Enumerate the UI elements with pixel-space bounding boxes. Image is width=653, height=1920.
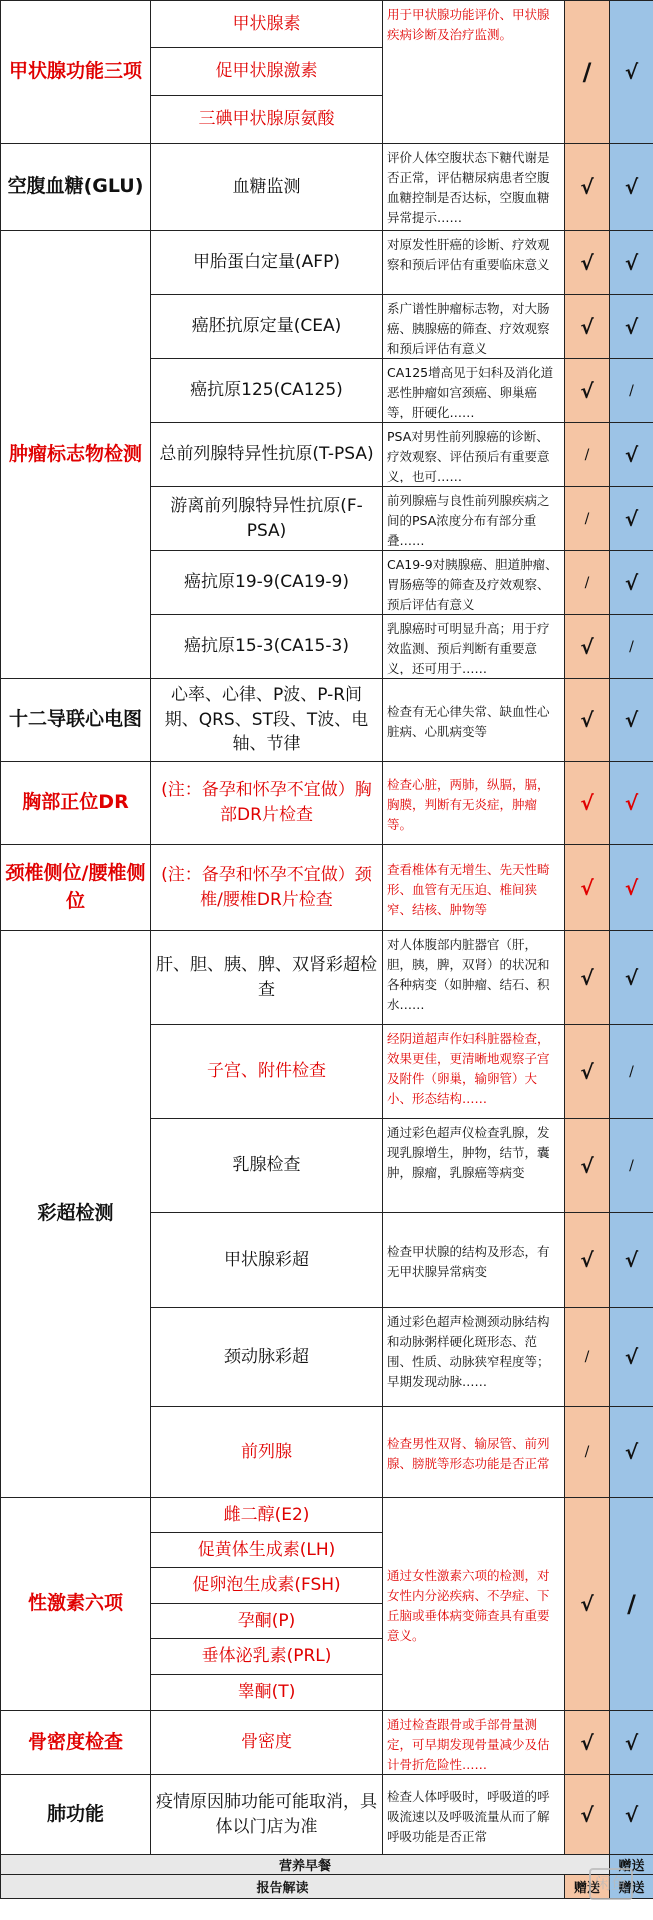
item-cea: 癌胚抗原定量(CEA) (151, 295, 383, 359)
mark-glu-b: √ (610, 144, 653, 231)
item-breast-us: 乳腺检查 (151, 1119, 383, 1213)
mark-thyroid-us-a: √ (565, 1213, 610, 1308)
mark-fpsa-a: / (565, 487, 610, 551)
item-t: 睾酮(T) (151, 1675, 383, 1711)
mark-afp-a: √ (565, 231, 610, 295)
item-e2: 雌二醇(E2) (151, 1498, 383, 1533)
mark-carotid-b: √ (610, 1308, 653, 1407)
desc-cea: 系广谱性肿瘤标志物，对大肠癌、胰腺癌的筛查、疗效观察和预后评估有意义 (383, 295, 565, 359)
footer-breakfast-gift: 赠送 (610, 1855, 653, 1875)
desc-afp: 对原发性肝癌的诊断、疗效观察和预后评估有重要临床意义 (383, 231, 565, 295)
mark-cea-b: √ (610, 295, 653, 359)
mark-abdominal-a: √ (565, 931, 610, 1025)
item-fsh: 促卵泡生成素(FSH) (151, 1568, 383, 1604)
mark-spine-a: √ (565, 845, 610, 931)
desc-abdominal-us: 对人体腹部内脏器官（肝，胆，胰，脾，双肾）的状况和各种病变（如肿瘤、结石、积水…… (383, 931, 565, 1025)
mark-glu-a: √ (565, 144, 610, 231)
desc-ca125: CA125增高见于妇科及消化道恶性肿瘤如宫颈癌、卵巢癌等，肝硬化…… (383, 359, 565, 423)
item-prostate-us: 前列腺 (151, 1407, 383, 1498)
mark-ca199-b: √ (610, 551, 653, 615)
desc-ca153: 乳腺癌时可明显升高；用于疗效监测、预后判断有重要意义，还可用于…… (383, 615, 565, 679)
item-abdominal-us: 肝、胆、胰、脾、双肾彩超检查 (151, 931, 383, 1025)
desc-breast-us: 通过彩色超声仪检查乳腺，发现乳腺增生，肿物，结节，囊肿，腺瘤，乳腺癌等病变 (383, 1119, 565, 1213)
mark-tpsa-a: / (565, 423, 610, 487)
item-thyroxine: 甲状腺素 (151, 1, 383, 48)
watermark-logo: 闲鱼 (589, 1868, 633, 1900)
item-ca125: 癌抗原125(CA125) (151, 359, 383, 423)
mark-carotid-a: / (565, 1308, 610, 1407)
category-chest-dr: 胸部正位DR (1, 762, 151, 845)
mark-bone-b: √ (610, 1711, 653, 1775)
item-prl: 垂体泌乳素(PRL) (151, 1639, 383, 1675)
mark-chest-a: √ (565, 762, 610, 845)
mark-breast-a: √ (565, 1119, 610, 1213)
desc-chest-dr: 检查心脏，两肺，纵膈，膈，胸膜，判断有无炎症，肿瘤等。 (383, 762, 565, 845)
item-uterus-us: 子宫、附件检查 (151, 1025, 383, 1119)
mark-ecg-b: √ (610, 679, 653, 762)
mark-ca125-b: / (610, 359, 653, 423)
mark-prostate-a: / (565, 1407, 610, 1498)
category-ultrasound: 彩超检测 (1, 931, 151, 1498)
item-fpsa: 游离前列腺特异性抗原(F-PSA) (151, 487, 383, 551)
mark-uterus-b: / (610, 1025, 653, 1119)
footer-report-gift-b: 赠送 (610, 1875, 653, 1899)
mark-thyroid-b: √ (610, 1, 653, 144)
mark-fpsa-b: √ (610, 487, 653, 551)
category-glu: 空腹血糖(GLU) (1, 144, 151, 231)
category-hormone: 性激素六项 (1, 1498, 151, 1711)
item-bone: 骨密度 (151, 1711, 383, 1775)
mark-lung-a: √ (565, 1775, 610, 1855)
mark-ca125-a: √ (565, 359, 610, 423)
item-lung: 疫情原因肺功能可能取消，具体以门店为准 (151, 1775, 383, 1855)
item-ca199: 癌抗原19-9(CA19-9) (151, 551, 383, 615)
desc-thyroid-us: 检查甲状腺的结构及形态，有无甲状腺异常病变 (383, 1213, 565, 1308)
mark-afp-b: √ (610, 231, 653, 295)
category-lung: 肺功能 (1, 1775, 151, 1855)
mark-thyroid-us-b: √ (610, 1213, 653, 1308)
item-afp: 甲胎蛋白定量(AFP) (151, 231, 383, 295)
category-ecg: 十二导联心电图 (1, 679, 151, 762)
mark-ca153-b: / (610, 615, 653, 679)
mark-thyroid-a: / (565, 1, 610, 144)
footer-breakfast: 营养早餐 (1, 1855, 610, 1875)
item-t3: 三碘甲状腺原氨酸 (151, 96, 383, 144)
desc-hormone: 通过女性激素六项的检测，对女性内分泌疾病、不孕症、下丘脑或垂体病变筛查具有重要意义。 (383, 1498, 565, 1711)
item-tpsa: 总前列腺特异性抗原(T-PSA) (151, 423, 383, 487)
desc-uterus-us: 经阴道超声作妇科脏器检查，效果更佳，更清晰地观察子宫及附件（卵巢，输卵管）大小、形态结构…… (383, 1025, 565, 1119)
item-spine-dr: (注：备孕和怀孕不宜做）颈椎/腰椎DR片检查 (151, 845, 383, 931)
mark-abdominal-b: √ (610, 931, 653, 1025)
item-thyroid-us: 甲状腺彩超 (151, 1213, 383, 1308)
desc-ecg: 检查有无心律失常、缺血性心脏病、心肌病变等 (383, 679, 565, 762)
desc-lung: 检查人体呼吸时，呼吸道的呼吸流速以及呼吸流量从而了解呼吸功能是否正常 (383, 1775, 565, 1855)
item-ecg: 心率、心律、P波、P-R间期、QRS、ST段、T波、电轴、节律 (151, 679, 383, 762)
desc-bone: 通过检查跟骨或手部骨量测定，可早期发现骨量减少及估计骨折危险性…… (383, 1711, 565, 1775)
footer-report-gift-a: 赠送 (565, 1875, 610, 1899)
desc-thyroid: 用于甲状腺功能评价、甲状腺疾病诊断及治疗监测。 (383, 1, 565, 144)
mark-ca199-a: / (565, 551, 610, 615)
item-carotid-us: 颈动脉彩超 (151, 1308, 383, 1407)
mark-breast-b: / (610, 1119, 653, 1213)
category-spine-dr: 颈椎侧位/腰椎侧位 (1, 845, 151, 931)
mark-uterus-a: √ (565, 1025, 610, 1119)
mark-cea-a: √ (565, 295, 610, 359)
item-ca153: 癌抗原15-3(CA15-3) (151, 615, 383, 679)
mark-lung-b: √ (610, 1775, 653, 1855)
mark-ca153-a: √ (565, 615, 610, 679)
mark-tpsa-b: √ (610, 423, 653, 487)
desc-fpsa: 前列腺癌与良性前列腺疾病之间的PSA浓度分布有部分重叠…… (383, 487, 565, 551)
desc-prostate-us: 检查男性双肾、输尿管、前列腺、膀胱等形态功能是否正常 (383, 1407, 565, 1498)
category-bone: 骨密度检查 (1, 1711, 151, 1775)
item-lh: 促黄体生成素(LH) (151, 1533, 383, 1568)
desc-carotid-us: 通过彩色超声检测颈动脉结构和动脉粥样硬化斑形态、范围、性质、动脉狭窄程度等；早期发现动脉…… (383, 1308, 565, 1407)
mark-ecg-a: √ (565, 679, 610, 762)
mark-prostate-b: √ (610, 1407, 653, 1498)
mark-hormone-a: √ (565, 1498, 610, 1711)
category-tumor: 肿瘤标志物检测 (1, 231, 151, 679)
item-p: 孕酮(P) (151, 1604, 383, 1639)
item-chest-dr: (注：备孕和怀孕不宜做）胸部DR片检查 (151, 762, 383, 845)
desc-tpsa: PSA对男性前列腺癌的诊断、疗效观察、评估预后有重要意义，也可…… (383, 423, 565, 487)
desc-glu: 评价人体空腹状态下糖代谢是否正常，评估糖尿病患者空腹血糖控制是否达标，空腹血糖异常提示…… (383, 144, 565, 231)
mark-bone-a: √ (565, 1711, 610, 1775)
category-thyroid: 甲状腺功能三项 (1, 1, 151, 144)
footer-report: 报告解读 (1, 1875, 565, 1899)
desc-spine-dr: 查看椎体有无增生、先天性畸形、血管有无压迫、椎间狭窄、结核、肿物等 (383, 845, 565, 931)
mark-chest-b: √ (610, 762, 653, 845)
item-glu: 血糖监测 (151, 144, 383, 231)
mark-hormone-b: / (610, 1498, 653, 1711)
desc-ca199: CA19-9对胰腺癌、胆道肿瘤、胃肠癌等的筛查及疗效观察、预后评估有意义 (383, 551, 565, 615)
item-tsh: 促甲状腺激素 (151, 48, 383, 96)
mark-spine-b: √ (610, 845, 653, 931)
